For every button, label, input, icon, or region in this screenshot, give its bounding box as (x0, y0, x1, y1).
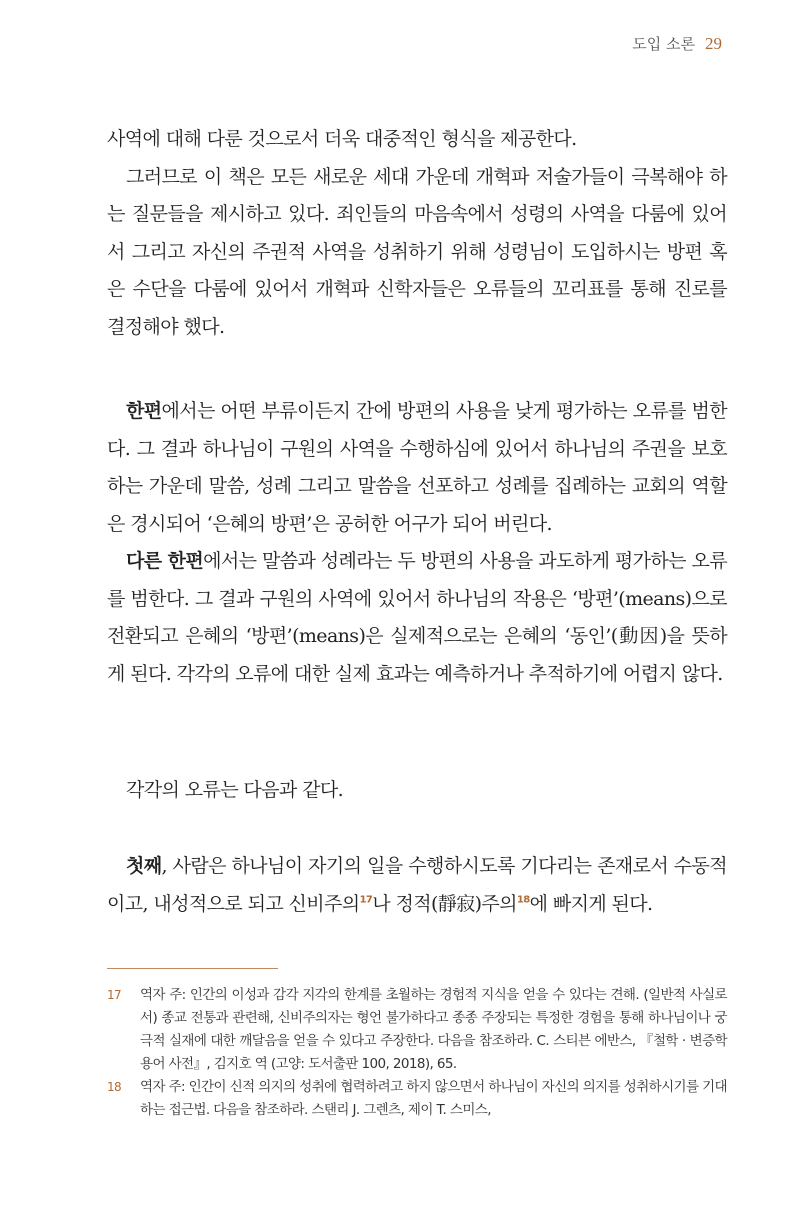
paragraph: 사역에 대해 다룬 것으로서 더욱 대중적인 형식을 제공한다. (107, 128, 577, 150)
footnote-ref[interactable]: 17 (359, 894, 373, 906)
paragraph-text: 나 정적(靜寂)주의 (372, 892, 517, 915)
footnote-number: 17 (107, 988, 122, 1002)
paragraph (107, 393, 727, 543)
paragraph: 그러므로 이 책은 모든 새로운 세대 가운데 개혁파 저술가들이 극복해야 하는 질문들을 제시하고 있다. 죄인들의 마음속에서 성령의 사역을 다룸에 있어서 그리고 자신의 주권적 사역을 성취하기 위해 성령님이 도입하시는 방편 혹은 수단을 다룸에 있어서 개혁파 신학자들은 오류들의 꼬리표를 통해 진로를 결정해야 했다. (107, 165, 727, 338)
paragraph-text: , 사람은 하나님이 자기의 일을 수행하시도록 기다리는 존재로서 수동적이고, 내성적으로 되고 신비주의 (107, 855, 727, 915)
section-title: 도입 소론 (632, 35, 695, 53)
text-block-lead (107, 772, 727, 810)
text-block-intro (107, 121, 727, 346)
paragraph-text: 에서는 어떤 부류이든지 간에 방편의 사용을 낮게 평가하는 오류를 범한다. 그 결과 하나님이 구원의 사역을 수행하심에 있어서 하나님의 주권을 보호하는 가운데 말씀, 성례 그리고 말씀을 선포하고 성례를 집례하는 교회의 역할은 경시되어 ‘은혜의 방편’은 공허한 어구가 되어 버린다. (107, 400, 727, 535)
page-number: 29 (705, 34, 722, 53)
emphasis: 다른 한편 (126, 550, 204, 572)
footnote-number: 18 (107, 1080, 122, 1094)
text-block-errors (107, 393, 727, 693)
text-block-first (107, 848, 727, 923)
footnote-text: 역자 주: 인간이 신적 의지의 성취에 협력하려고 하지 않으면서 하나님이 자신의 의지를 성취하시기를 기대하는 접근법. 다음을 참조하라. 스탠리 J. 그렌츠, 제이 T. 스미스, (140, 1079, 727, 1118)
footnote-ref[interactable]: 18 (516, 894, 530, 906)
paragraph (107, 848, 727, 923)
footnote-divider (107, 968, 278, 969)
footnote (107, 984, 727, 1076)
paragraph-text: 에서는 말씀과 성례라는 두 방편의 사용을 과도하게 평가하는 오류를 범한다. 그 결과 구원의 사역에 있어서 하나님의 작용은 ‘방편’(means)으로 전환되고 은혜의 ‘방편’(means)은 실제적으로는 은혜의 ‘동인’(動因)을 뜻하게 된다. 각각의 오류에 대한 실제 효과는 예측하거나 추적하기에 어렵지 않다. (107, 550, 727, 685)
footnote-text: 역자 주: 인간의 이성과 감각 지각의 한계를 초월하는 경험적 지식을 얻을 수 있다는 견해. (일반적 사실로서) 종교 전통과 관련해, 신비주의자는 형언 불가하다고 종종 주장되는 특정한 경험을 통해 하나님이나 궁극적 실재에 대한 깨달음을 얻을 수 있다고 주장한다. 다음을 참조하라. C. 스티븐 에반스, 『철학 · 변증학 용어 사전』, 김지호 역 (고양: 도서출판 100, 2018), 65. (140, 987, 727, 1072)
emphasis: 한편 (126, 400, 162, 422)
footnote (107, 1076, 727, 1122)
paragraph: 각각의 오류는 다음과 같다. (126, 779, 344, 801)
footnotes (107, 984, 727, 1122)
paragraph (107, 543, 727, 693)
emphasis: 첫째 (126, 855, 162, 877)
paragraph-text: 에 빠지게 된다. (529, 892, 653, 915)
running-header (632, 33, 722, 54)
